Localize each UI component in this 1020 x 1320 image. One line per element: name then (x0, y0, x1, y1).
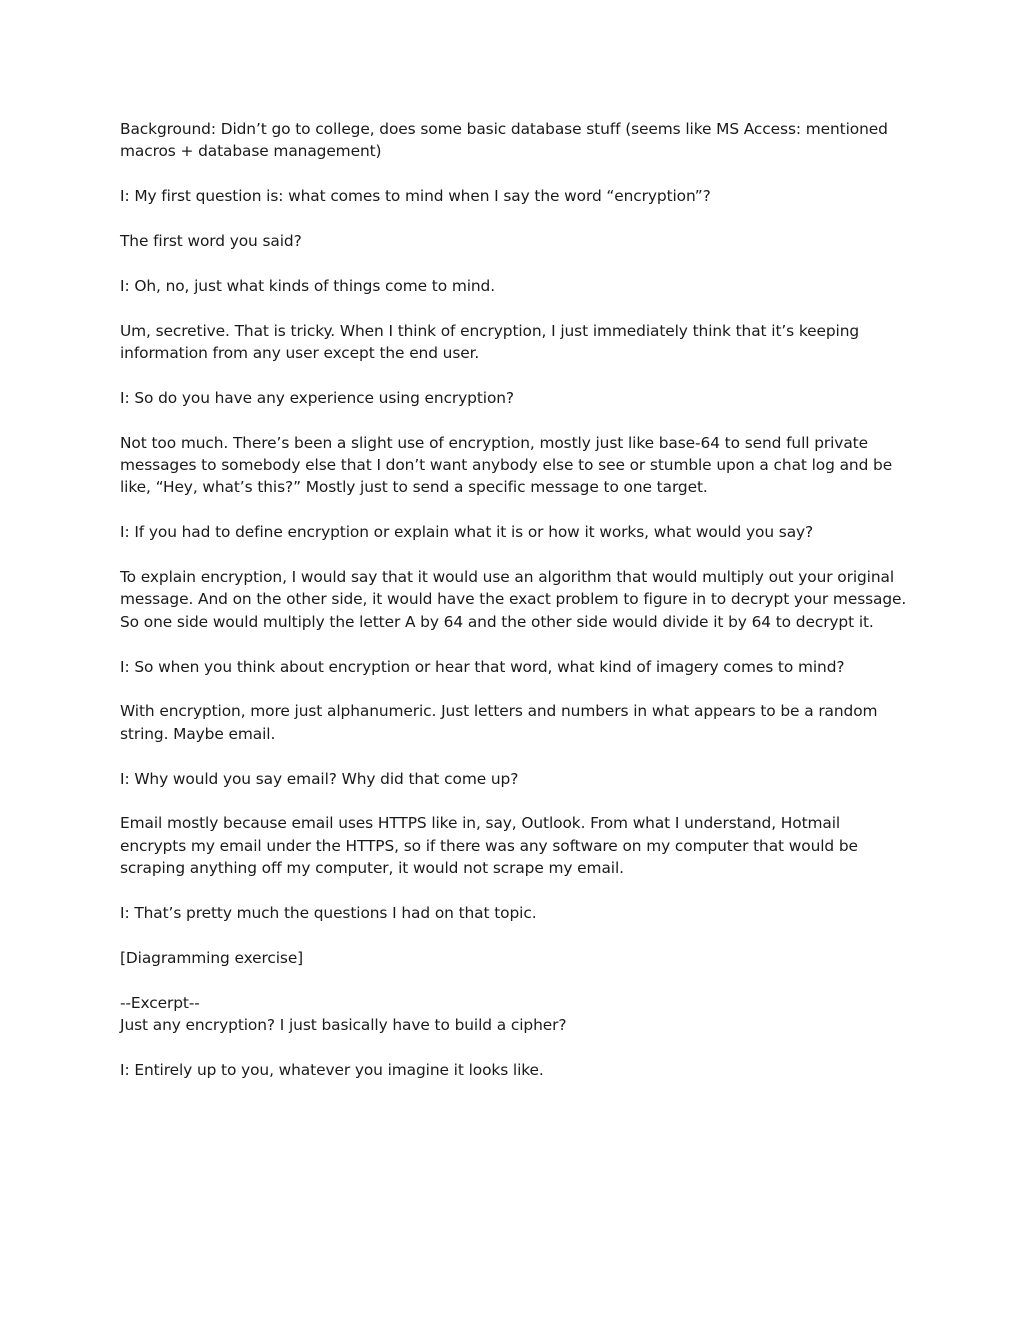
paragraph-participant-answer: The first word you said? (120, 232, 302, 250)
paragraph-section-note: [Diagramming exercise] (120, 948, 304, 967)
paragraph-interviewer-statement: I: Entirely up to you, whatever you imagine it looks like. (120, 1060, 544, 1079)
paragraph-background: Background: Didn’t go to college, does some basic database stuff (seems like MS Access: mentioned macros + database management) (120, 120, 888, 161)
paragraph-interviewer-question: I: Why would you say email? Why did that come up? (120, 769, 519, 788)
paragraph-participant-answer: With encryption, more just alphanumeric. Just letters and numbers in what appears to be a random string. Maybe email. (120, 702, 878, 743)
paragraph-interviewer-question: I: If you had to define encryption or explain what it is or how it works, what would you say? (120, 523, 814, 542)
paragraph-interviewer-question: I: My first question is: what comes to mind when I say the word “encryption”? (120, 187, 711, 206)
paragraph-interviewer-question: I: Oh, no, just what kinds of things come to mind. (120, 276, 496, 295)
paragraph-participant-answer: Email mostly because email uses HTTPS like in, say, Outlook. From what I understand, Hotmail encrypts my email under the HTTPS, so if there was any software on my computer that would be scraping anything off my computer, it would not scrape my email. (120, 814, 858, 878)
paragraph-excerpt-marker: --Excerpt-- (120, 993, 200, 1012)
paragraph-participant-answer: Um, secretive. That is tricky. When I think of encryption, I just immediately think that it’s keeping information from any user except the end user. (120, 321, 860, 362)
transcript-body (120, 118, 910, 1104)
paragraph-interviewer-question: I: So do you have any experience using encryption? (120, 388, 514, 407)
paragraph-participant-answer: Just any encryption? I just basically have to build a cipher? (120, 1016, 567, 1035)
paragraph-participant-answer: Not too much. There’s been a slight use of encryption, mostly just like base-64 to send full private messages to somebody else that I don’t want anybody else to see or stumble upon a chat log and be like, “Hey, what’s this?” Mostly just to send a specific message to one target. (120, 433, 893, 497)
paragraph-interviewer-statement: I: That’s pretty much the questions I had on that topic. (120, 904, 537, 923)
paragraph-interviewer-question: I: So when you think about encryption or hear that word, what kind of imagery comes to mind? (120, 657, 845, 676)
paragraph-participant-answer: To explain encryption, I would say that it would use an algorithm that would multiply out your original message. And on the other side, it would have the exact problem to figure in to decrypt your message. So one side would multiply the letter A by 64 and the other side would divide it by 64 to decrypt it. (120, 568, 907, 631)
